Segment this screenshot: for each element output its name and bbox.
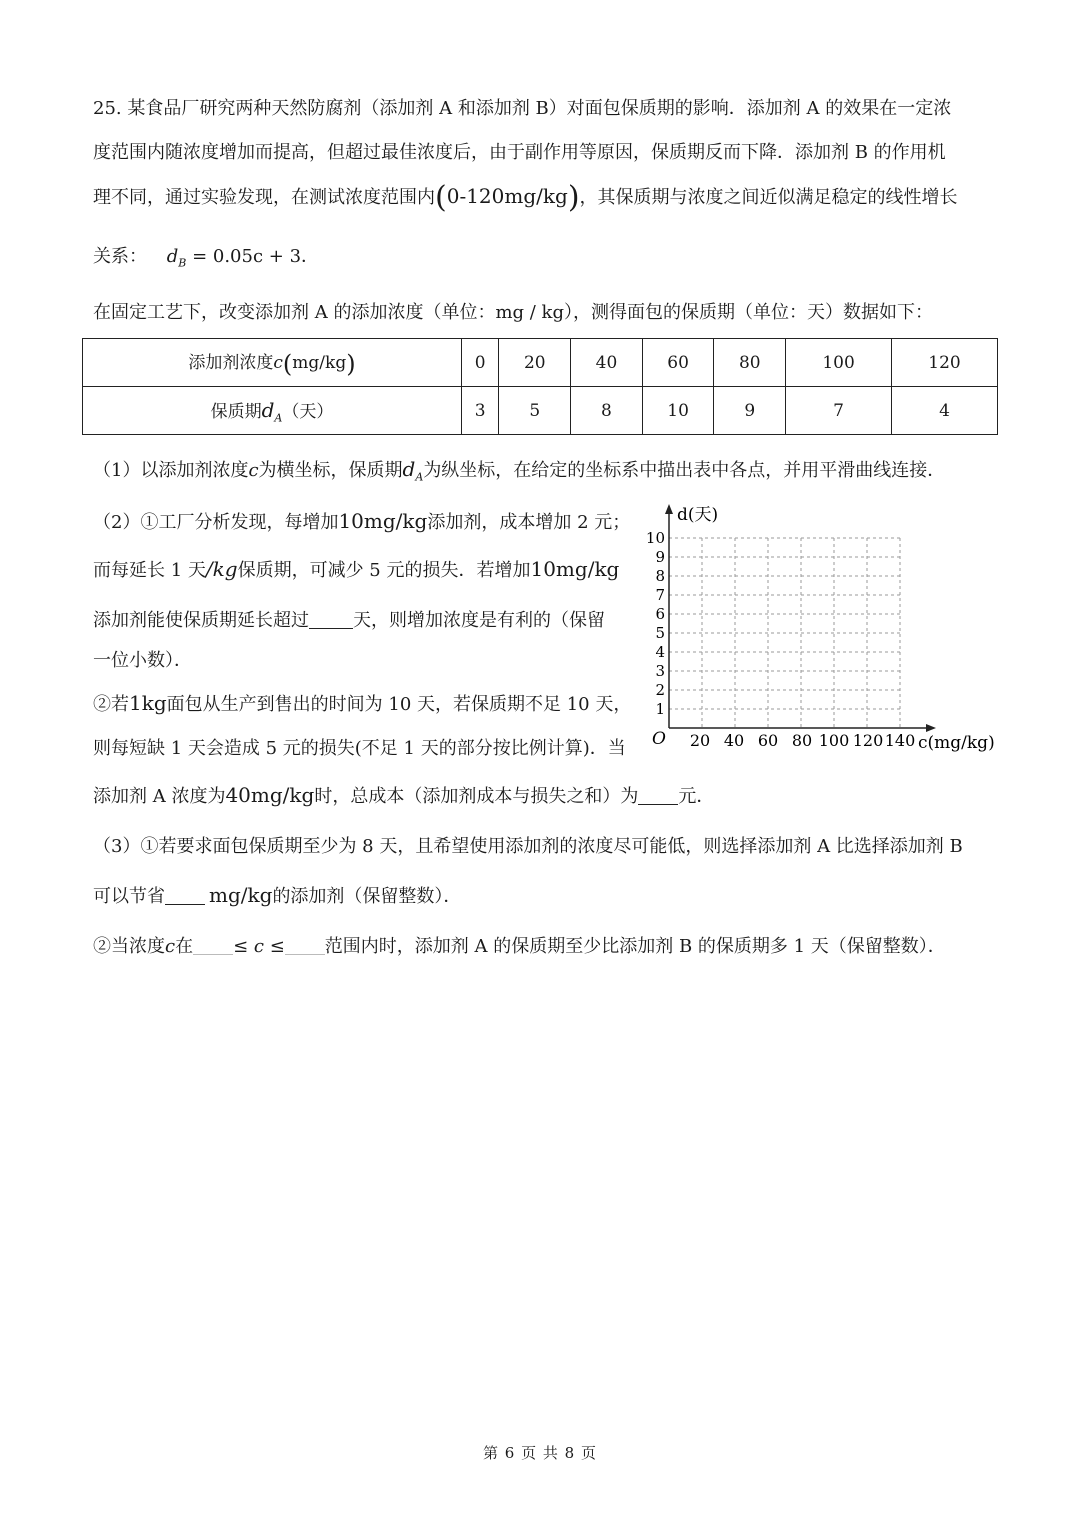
q2-amount-1: 10mg/kg	[338, 509, 428, 533]
data-table	[82, 338, 998, 435]
table-cell: 9	[714, 387, 786, 435]
table-cell: 60	[642, 339, 714, 387]
paren-close: )	[567, 180, 580, 215]
table-cell: 7	[786, 387, 892, 435]
q2-text-6: 则每短缺 1 天会造成 5 元的损失(不足 1 天的部分按比例计算)．当	[93, 738, 626, 759]
x-tick-label: 80	[791, 731, 813, 750]
row1-label-unit: mg/kg	[292, 352, 347, 373]
answer-blank-q2-2[interactable]	[638, 786, 678, 805]
y-tick-label: 8	[655, 567, 665, 585]
origin-label: O	[652, 729, 666, 749]
y-axis-label: d(天)	[677, 505, 719, 525]
q2-line-1	[93, 508, 630, 534]
answer-blank-q3-3[interactable]	[285, 936, 325, 955]
table-cell: 100	[786, 339, 892, 387]
q3-var-c: c	[165, 936, 176, 957]
q1-text-a: （1）以添加剂浓度	[93, 460, 249, 481]
relation-label: 关系：	[93, 246, 147, 267]
q1-var-d: d	[402, 457, 416, 481]
problem-line-5	[93, 298, 933, 324]
table-cell: 0	[462, 339, 499, 387]
x-tick-labels	[690, 731, 915, 750]
y-tick-label: 9	[655, 548, 665, 566]
table-cell: 10	[642, 387, 714, 435]
q2-line-7	[93, 782, 714, 808]
q2-amount-2: 10mg/kg	[530, 557, 620, 581]
y-tick-label: 1	[655, 700, 665, 718]
q2-text-1a: （2）①工厂分析发现，每增加	[93, 512, 339, 533]
q2-line-3	[93, 606, 605, 632]
q1-text-b: 为横坐标，保质期	[258, 460, 403, 481]
table-cell: 20	[499, 339, 571, 387]
table-cell: 40	[571, 339, 643, 387]
page-footer: 第 6 页 共 8 页	[483, 1444, 597, 1462]
problem-line-2	[93, 138, 946, 164]
x-tick-label: 20	[689, 731, 711, 750]
answer-blank-q3-2[interactable]	[193, 936, 233, 955]
q2-text-7b: 时，总成本（添加剂成本与损失之和）为	[314, 786, 639, 807]
q3-text-2b: 的添加剂（保留整数）．	[272, 886, 462, 907]
q3-text-2a: 可以节省	[93, 886, 165, 907]
y-tick-label: 2	[655, 681, 665, 699]
x-tick-label: 140	[884, 731, 916, 750]
q3-line-2	[93, 882, 461, 908]
y-tick-labels	[646, 529, 665, 718]
problem-number: 25.	[93, 98, 122, 119]
q3-line-3	[93, 932, 946, 958]
problem-text-1: 某食品厂研究两种天然防腐剂（添加剂 A 和添加剂 B）对面包保质期的影响．添加剂 A 的效果在一定浓	[127, 98, 952, 119]
q2-text-2b: 保质期，可减少 5 元的损失．若增加	[237, 560, 531, 581]
y-axis-arrow-icon	[665, 504, 673, 514]
problem-line-1	[93, 94, 951, 120]
table-row-concentration	[83, 339, 998, 387]
row1-paren-close: )	[346, 349, 356, 378]
problem-text-5: 在固定工艺下，改变添加剂 A 的添加浓度（单位：mg / kg），测得面包的保质期（单位：天）数据如下：	[93, 302, 933, 323]
q2-text-2a: 而每延长 1 天	[93, 560, 206, 581]
q2-text-5b: 面包从生产到售出的时间为 10 天，若保质期不足 10 天，	[166, 694, 632, 715]
problem-text-2: 度范围内随浓度增加而提高，但超过最佳浓度后，由于副作用等原因，保质期反而下降．添加剂 B 的作用机	[93, 142, 946, 163]
table-cell: 3	[462, 387, 499, 435]
q3-text-3a: ②当浓度	[93, 936, 165, 957]
table-header-shelf-life	[83, 387, 462, 435]
formula-sub-b: B	[178, 256, 187, 270]
table-cell: 8	[571, 387, 643, 435]
problem-line-4	[93, 242, 319, 270]
q1-var-c: c	[248, 460, 259, 481]
problem-text-3b: ，其保质期与浓度之间近似满足稳定的线性增长	[579, 187, 958, 208]
table-cell: 120	[892, 339, 998, 387]
table-cell: 5	[499, 387, 571, 435]
q3-text-1: （3）①若要求面包保质期至少为 8 天，且希望使用添加剂的浓度尽可能低，则选择添加剂 A 比选择添加剂 B	[93, 836, 963, 857]
table-cell: 80	[714, 339, 786, 387]
x-axis-label: c(mg/kg)	[918, 733, 995, 753]
q3-line-1	[93, 832, 963, 858]
y-tick-label: 7	[655, 586, 665, 604]
x-tick-label: 100	[818, 731, 850, 750]
q2-text-7c: 元．	[678, 786, 715, 807]
formula-rhs: = 0.05c + 3	[186, 246, 302, 267]
q2-line-5	[93, 690, 631, 716]
x-tick-label: 120	[852, 731, 884, 750]
q3-text-3c: 范围内时，添加剂 A 的保质期至少比添加剂 B 的保质期多 1 天（保留整数）．	[324, 936, 946, 957]
row2-label-text: 保质期	[210, 401, 262, 422]
concentration-range: 0-120mg/kg	[446, 184, 568, 208]
y-tick-label: 3	[655, 662, 665, 680]
formula-var-d: d	[166, 246, 179, 267]
q2-line-2	[93, 556, 619, 582]
q2-amount-1kg: 1kg	[129, 691, 167, 715]
row1-label-text: 添加剂浓度	[188, 352, 274, 373]
q2-text-3a: 添加剂能使保质期延长超过	[93, 610, 309, 631]
question-1	[93, 456, 945, 484]
row1-label-var: c	[273, 352, 283, 373]
q2-text-7a: 添加剂 A 浓度为	[93, 786, 226, 807]
y-tick-label: 10	[645, 529, 665, 547]
problem-text-3a: 理不同，通过实验发现，在测试浓度范围内	[93, 187, 435, 208]
q3-unit: mg/kg	[209, 883, 273, 907]
answer-blank-q3-1[interactable]	[165, 886, 205, 905]
row2-label-sub: A	[274, 411, 283, 425]
row1-paren-open: (	[282, 349, 293, 378]
table-row-shelf-life	[83, 387, 998, 435]
q3-inequality: ≤ c ≤	[233, 936, 285, 957]
q2-text-3b: 天，则增加浓度是有利的（保留	[353, 610, 605, 631]
y-tick-label: 6	[655, 605, 665, 623]
q2-unit-kg: /kg	[205, 557, 238, 581]
q2-amount-40: 40mg/kg	[225, 783, 315, 807]
row2-label-unit: （天）	[282, 401, 334, 422]
problem-line-3	[93, 180, 958, 215]
paren-open: (	[435, 180, 447, 215]
q2-text-5a: ②若	[93, 694, 129, 715]
x-tick-label: 40	[723, 731, 745, 750]
row2-label-var: d	[261, 397, 275, 422]
coordinate-grid	[640, 498, 1000, 760]
table-header-concentration	[83, 339, 462, 387]
q1-sub-a: A	[415, 470, 424, 484]
x-tick-label: 60	[757, 731, 779, 750]
x-axis-arrow-icon	[926, 724, 936, 732]
q2-text-1b: 添加剂，成本增加 2 元；	[427, 512, 631, 533]
q3-text-3b: 在	[175, 936, 194, 957]
q2-line-6	[93, 734, 626, 760]
q2-text-4: 一位小数）．	[93, 650, 192, 671]
q1-text-c: 为纵坐标，在给定的坐标系中描出表中各点，并用平滑曲线连接．	[423, 460, 946, 481]
y-tick-label: 4	[655, 643, 665, 661]
formula-end: ．	[301, 246, 320, 267]
y-tick-label: 5	[655, 624, 665, 642]
q2-line-4	[93, 646, 192, 672]
table-cell: 4	[892, 387, 998, 435]
answer-blank-q2-1[interactable]	[309, 610, 353, 629]
grid-lines	[669, 538, 900, 728]
